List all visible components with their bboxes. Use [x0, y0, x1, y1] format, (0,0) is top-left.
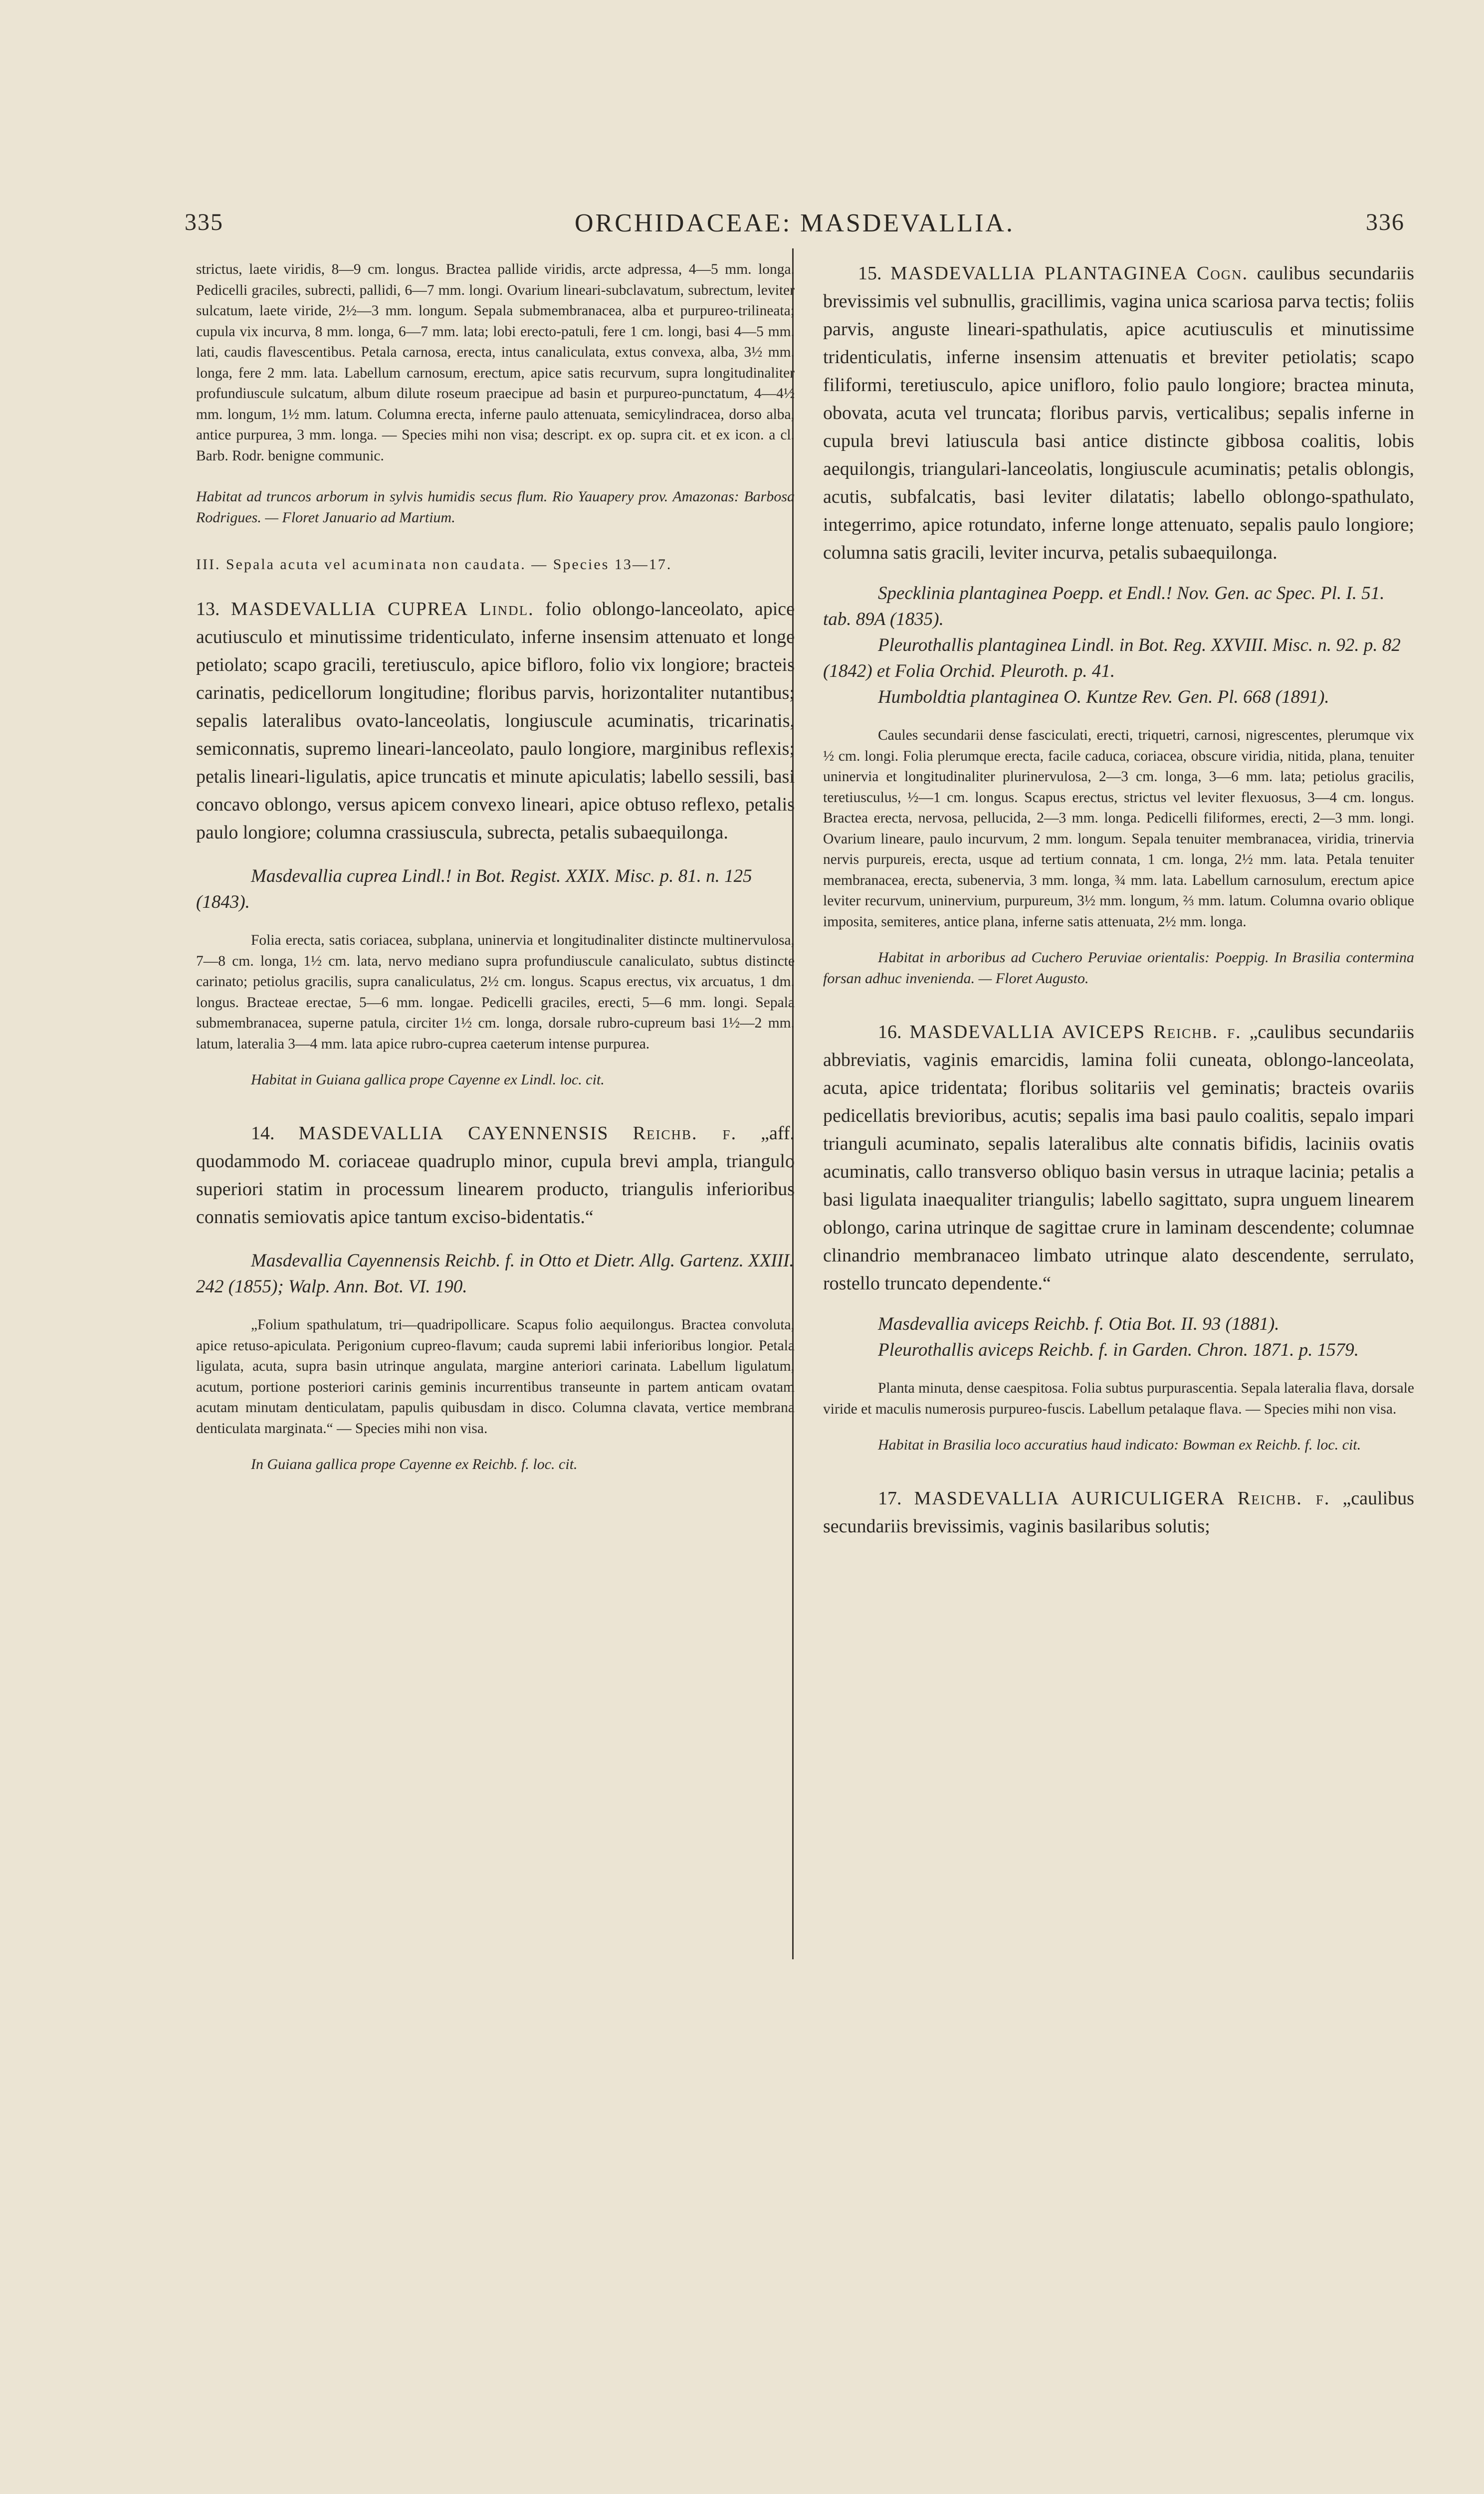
species-15-citation-1: Specklinia plantaginea Poepp. et Endl.! Nov. Gen. ac Spec. Pl. I. 51. tab. 89A (1835). — [823, 583, 1385, 629]
species-15-description: Caules secundarii dense fasciculati, erecti, triquetri, carnosi, nigrescentes, plerumque vix ½ cm. longi. Folia plerumque erecta, facile caduca, coriacea, obscure viridia, nitida, plana, tenuiter uninervia et longitudinaliter plurinervulosa, 2—3 cm. longa, 3—6 mm. lata; petiolus gracilis, teretiusculus, ½—1 cm. longus. Scapus erectus, strictus vel leviter flexuosus, 3—4 cm. longus. Bractea erecta, nervosa, pellucida, 2—3 mm. longa. Pedicelli filiformes, erecti, 2—3 mm. longi. Ovarium lineare, paulo incurvum, 2 mm. longum. Sepala tenuiter membranacea, viridia, trinervia nervis purpureis, erecta, usque ad tertium connata, 1 cm. longa, 2½ mm. lata. Petala tenuiter membranacea, erecta, subenervia, 3 mm. longa, ¾ mm. lata. Labellum carnosulum, erectum apice leviter recurvum, uninervium, purpureum, 3½ mm. longum, ⅔ mm. latum. Columna ovario oblique imposita, semiteres, antice plana, inferne satis attenuata, 2½ mm. longa. — [823, 727, 1414, 930]
species-17-author: Reichb. f. — [1238, 1488, 1330, 1509]
species-14-name: MASDEVALLIA CAYENNENSIS — [298, 1123, 609, 1144]
species-14-heading — [196, 1119, 795, 1231]
habitat-12: Habitat ad truncos arborum in sylvis humidis secus flum. Rio Yauapery prov. Amazonas: Barbosa Rodrigues. — Floret Januario ad Martium. — [196, 488, 795, 526]
species-13-number: 13. — [196, 599, 220, 620]
species-15-citation-2: Pleurothallis plantaginea Lindl. in Bot. Reg. XXVIII. Misc. n. 92. p. 82 (1842) et Folia Orchid. Pleuroth. p. 41. — [823, 635, 1401, 681]
section-heading-iii: III. Sepala acuta vel acuminata non caudata. — Species 13—17. — [196, 556, 672, 573]
species-17-number: 17. — [878, 1488, 902, 1509]
species-15-name: MASDEVALLIA PLANTAGINEA — [890, 263, 1188, 284]
left-page-number: 335 — [185, 209, 223, 235]
species-15-citation-3: Humboldtia plantaginea O. Kuntze Rev. Gen. Pl. 668 (1891). — [878, 687, 1329, 707]
species-17-diagnosis: „caulibus secundariis brevissimis, vaginis basilaribus solutis; — [823, 1488, 1414, 1537]
species-13-habitat: Habitat in Guiana gallica prope Cayenne ex Lindl. loc. cit. — [251, 1071, 605, 1088]
species-16-habitat: Habitat in Brasilia loco accuratius haud indicato: Bowman ex Reichb. f. loc. cit. — [878, 1437, 1361, 1453]
species-16-author: Reichb. f. — [1153, 1022, 1242, 1042]
species-15-habitat: Habitat in arboribus ad Cuchero Peruviae orientalis: Poeppig. In Brasilia contermina forsan adhuc invenienda. — Floret Augusto. — [823, 949, 1414, 987]
species-14-author: Reichb. f. — [633, 1123, 737, 1144]
species-14-number: 14. — [251, 1123, 275, 1144]
species-14-citation: Masdevallia Cayennensis Reichb. f. in Otto et Dietr. Allg. Gartenz. XXIII. 242 (1855); Walp. Ann. Bot. VI. 190. — [196, 1250, 794, 1297]
species-16-heading — [823, 1018, 1414, 1297]
species-13-heading — [196, 595, 795, 846]
species-16-name: MASDEVALLIA AVICEPS — [909, 1022, 1146, 1042]
species-17-heading — [823, 1484, 1414, 1540]
species-13-citation: Masdevallia cuprea Lindl.! in Bot. Regist. XXIX. Misc. p. 81. n. 125 (1843). — [196, 866, 752, 912]
species-14-diagnosis: „aff. quodammodo M. coriaceae quadruplo minor, cupula brevi ampla, triangulo superiori statim in processum linearem producto, triangulis inferioribus connatis semiovatis apice tantum exciso-bidentatis.“ — [196, 1123, 795, 1228]
species-17-name: MASDEVALLIA AURICULIGERA — [914, 1488, 1225, 1509]
species-13-description: Folia erecta, satis coriacea, subplana, uninervia et longitudinaliter distincte multinervulosa, 7—8 cm. longa, 1½ cm. lata, nervo mediano supra profundiuscule canaliculato, subtus distincte carinato; petiolus gracilis, supra canaliculatus, 2½ cm. longus. Scapus erectus, vix arcuatus, 1 dm. longus. Bracteae erectae, 5—6 mm. longae. Pedicelli graciles, erecti, 5—6 mm. longi. Sepala submembranacea, superne patula, circiter 1½ cm. longa, dorsale rubro-cupreum basi 1½—2 mm. latum, lateralia 3—4 mm. lata apice rubro-cuprea caeterum intense purpurea. — [196, 932, 795, 1052]
species-15-diagnosis: caulibus secundariis brevissimis vel subnullis, gracillimis, vagina unica scariosa parva tectis; foliis parvis, anguste lineari-spathulatis, apice acutiusculis et minutissime tridenticulatis, inferne insensim attenuatis et breviter petiolatis; scapo filiformi, teretiusculo, apice unifloro, folio paulo longiore; bractea minuta, obovata, acuta vel truncata; floribus parvis, verticalibus; sepalis inferne in cupula brevi latiuscula basi antice distincte gibbosa coalitis, lobis aequilongis, triangulari-lanceolatis, longiuscule acuminatis; petalis oblongis, acutis, subfalcatis, basi leviter dilatatis; labello oblongo-spathulato, integerrimo, apice rotundato, inferne longe attenuato, sepalis paulo longiore; columna satis gracili, leviter incurva, petalis subaequilonga. — [823, 263, 1415, 563]
running-head — [185, 208, 1405, 243]
species-14-habitat: In Guiana gallica prope Cayenne ex Reichb. f. loc. cit. — [251, 1456, 578, 1472]
species-16-citation-1: Masdevallia aviceps Reichb. f. Otia Bot. II. 93 (1881). — [878, 1314, 1279, 1334]
species-13-author: Lindl. — [479, 599, 534, 620]
species-13-name: MASDEVALLIA CUPREA — [231, 599, 468, 620]
continued-description: strictus, laete viridis, 8—9 cm. longus. Bractea pallide viridis, arcte adpressa, 4—5 mm. longa. Pedicelli graciles, subrecti, pallidi, 6—7 mm. longi. Ovarium lineari-subclavatum, subrectum, leviter sulcatum, laete viride, 2½—3 mm. longum. Sepala submembranacea, alba et purpureo-trilineata; cupula vix incurva, 8 mm. longa, 6—7 mm. lata; lobi erecto-patuli, fere 1 cm. longi, basi 4—5 mm. lati, caudis flavescentibus. Petala carnosa, erecta, intus canaliculata, extus convexa, alba, 3½ mm. longa, fere 2 mm. lata. Labellum carnosum, erectum, apice satis recurvum, supra longitudinaliter profundiuscule sulcatum, album dilute roseum praecipue ad basin et purpureo-punctatum, 4—4½ mm. longum, 1½ mm. latum. Columna erecta, inferne paulo attenuata, semicylindracea, dorso alba, antice purpurea, 3 mm. longa. — Species mihi non visa; descript. ex op. supra cit. et ex icon. a cl. Barb. Rodr. benigne communic. — [196, 261, 795, 464]
species-16-diagnosis: „caulibus secundariis abbreviatis, vaginis emarcidis, lamina folii cuneata, oblongo-lanceolata, acuta, apice tridentata; floribus solitariis vel geminatis; bracteis ovariis pedicellatis brevioribus, acutis; sepalis ima basi paulo coalitis, sepalo impari trianguli acuminato, sepalis lateralibus alte connatis bifidis, laciniis ovatis acuminatis, callo transverso obliquo basin versus in utraque lacinia; petalis a basi ligulata inaequaliter triangulis; labello sagittato, supra unguem linearem oblongo, carina utrinque de sagittae crure in laminam descendente; columnae clinandrio membranaceo limbato utrinque alato descendente, serrulato, rostello truncato dependente.“ — [823, 1022, 1415, 1294]
running-title: ORCHIDACEAE: MASDEVALLIA. — [575, 209, 1015, 237]
species-14-description: „Folium spathulatum, tri—quadripollicare. Scapus folio aequilongus. Bractea convoluta, apice retuso-apiculata. Perigonium cupreo-flavum; cauda supremi labii inferioribus longior. Petala ligulata, acuta, supra basin utrinque angulata, margine anteriori carinata. Labellum ligulatum, acutum, portione posteriori carinis geminis incurrentibus transeunte in partem anticam ovatam acutam minutam denticulatam, papulis quibusdam in disco. Columna clavata, vertice membrana denticulata marginata.“ — Species mihi non visa. — [196, 1317, 795, 1437]
species-15-heading — [823, 259, 1414, 567]
species-16-number: 16. — [878, 1022, 902, 1042]
left-column — [196, 259, 795, 1475]
species-15-author: Cogn. — [1196, 263, 1249, 284]
species-16-description: Planta minuta, dense caespitosa. Folia subtus purpurascentia. Sepala lateralia flava, dorsale viride et maculis numerosis purpureo-fuscis. Labellum petalaque flava. — Species mihi non visa. — [823, 1380, 1414, 1417]
species-16-citation-2: Pleurothallis aviceps Reichb. f. in Garden. Chron. 1871. p. 1579. — [878, 1340, 1359, 1360]
right-column — [823, 259, 1414, 1540]
species-13-diagnosis: folio oblongo-lanceolato, apice acutiusculo et minutissime tridenticulato, inferne insensim attenuato et longe petiolato; scapo gracili, teretiusculo, apice bifloro, folio vix longiore; bracteis carinatis, pedicellorum longitudine; floribus parvis, horizontaliter nutantibus; sepalis lateralibus ovato-lanceolatis, longiuscule acuminatis, tricarinatis, semiconnatis, supremo lineari-lanceolato, paulo longiore, marginibus reflexis; petalis lineari-ligulatis, apice truncatis et minute apiculatis; labello sessili, basi concavo oblongo, versus apicem convexo lineari, apice obtuso reflexo, petalis paulo longiore; columna crassiuscula, subrecta, petalis subaequilonga. — [196, 599, 795, 843]
species-15-number: 15. — [858, 263, 882, 284]
right-page-number: 336 — [1366, 209, 1405, 235]
